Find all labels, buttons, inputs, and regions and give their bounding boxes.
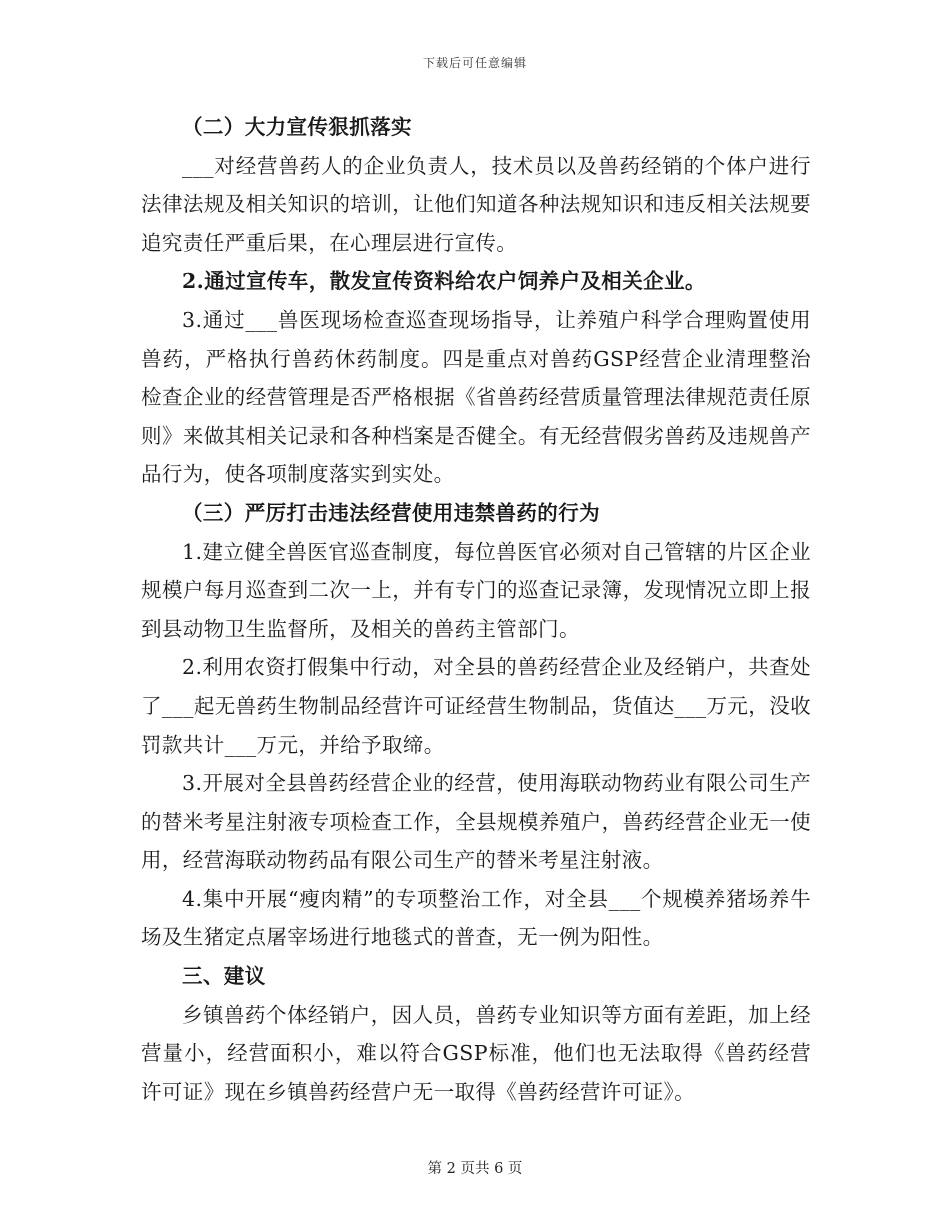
page-header: 下载后可任意编辑 [422, 56, 527, 70]
body-paragraph-patrol: 1.建立健全兽医官巡查制度，每位兽医官必须对自己管辖的片区企业规模户每月巡查到二次一上，并有专门的巡查记录簿，发现情况立即上报到县动物卫生监督所，及相关的兽药主管部门。 [141, 539, 811, 641]
body-paragraph-inspection: 3.通过___兽医现场检查巡查现场指导，让养殖户科学合理购置使用兽药，严格执行兽药休药制度。四是重点对兽药GSP经营企业清理整治检查企业的经营管理是否严格根据《省兽药经营质量管理法律规范责任原则》来做其相关记录和各种档案是否健全。有无经营假劣兽药及违规兽产品行为，使各项制度落实到实处。 [141, 307, 811, 487]
body-paragraph-anti-counterfeit: 2.利用农资打假集中行动，对全县的兽药经营企业及经销户，共查处了___起无兽药生物制品经营许可证经营生物制品，货值达___万元，没收罚款共计___万元，并给予取缔。 [141, 655, 811, 757]
body-paragraph-clenbuterol: 4.集中开展“瘦肉精”的专项整治工作，对全县___个规模养猪场养牛场及生猪定点屠宰场进行地毯式的普查，无一例为阳性。 [141, 886, 811, 950]
subheading-publicity-vehicle: 2.通过宣传车，散发宣传资料给农户饲养户及相关企业。 [182, 269, 706, 294]
section-heading-publicity: （二）大力宣传狠抓落实 [182, 115, 412, 139]
body-paragraph-training: ___对经营兽药人的企业负责人，技术员以及兽药经销的个体户进行法律法规及相关知识的培训，让他们知道各种法规知识和违反相关法规要追究责任严重后果，在心理层进行宣传。 [141, 153, 811, 255]
page-footer: 第 2 页共 6 页 [427, 1161, 523, 1177]
body-paragraph-suggestion: 乡镇兽药个体经销户，因人员，兽药专业知识等方面有差距，加上经营量小，经营面积小，难以符合GSP标准，他们也无法取得《兽药经营许可证》现在乡镇兽药经营户无一取得《兽药经营许可证》。 [141, 1002, 811, 1104]
section-heading-crackdown: （三）严厉打击违法经营使用违禁兽药的行为 [182, 500, 600, 525]
document-body [141, 108, 811, 1111]
section-heading-suggestions: 三、建议 [182, 964, 266, 989]
body-paragraph-tilmicosin: 3.开展对全县兽药经营企业的经营，使用海联动物药业有限公司生产的替米考星注射液专项检查工作，全县规模养殖户，兽药经营企业无一使用，经营海联动物药品有限公司生产的替米考星注射液。 [141, 771, 811, 873]
